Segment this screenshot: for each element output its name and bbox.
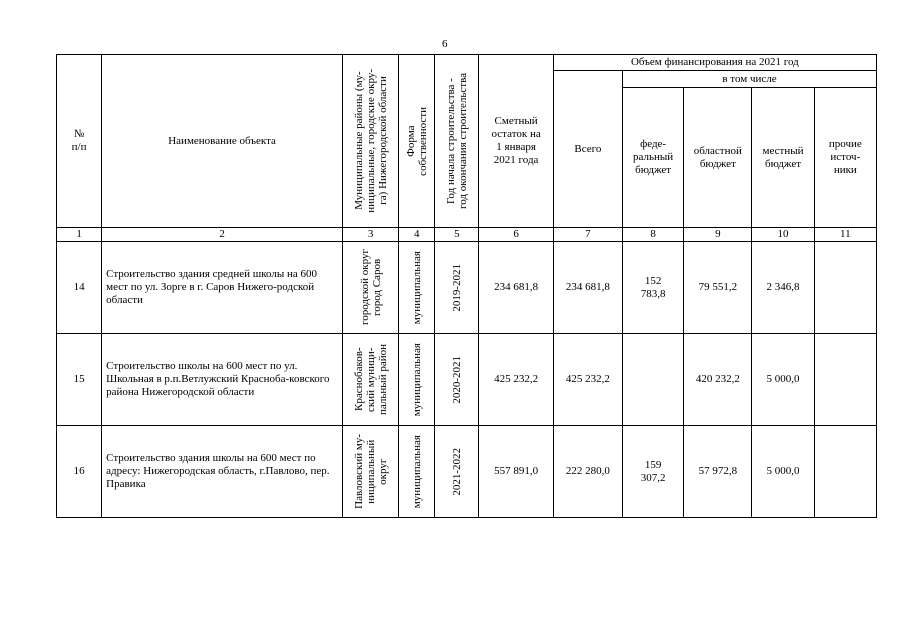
cell-local: 5 000,0 (752, 334, 814, 426)
column-number: 6 (479, 228, 553, 242)
cell-municipality-text: Павловский му- ниципальный округ (352, 434, 389, 509)
header-num: № п/п (57, 55, 102, 228)
cell-total: 425 232,2 (553, 334, 622, 426)
header-row-1 (57, 55, 877, 71)
cell-federal: 159 307,2 (622, 426, 683, 518)
cell-ownership (399, 334, 435, 426)
page-number: 6 (442, 38, 448, 50)
column-number: 1 (57, 228, 102, 242)
cell-ownership-text: муниципальная (410, 250, 423, 325)
header-ownership (399, 55, 435, 228)
cell-name: Строительство школы на 600 мест по ул. Школьная в р.п.Ветлужский Краснoба-ковского района Нижегородской области (102, 334, 343, 426)
cell-municipality (343, 334, 399, 426)
cell-other (814, 334, 876, 426)
cell-balance: 557 891,0 (479, 426, 553, 518)
header-municipality (343, 55, 399, 228)
cell-total: 234 681,8 (553, 242, 622, 334)
cell-years (435, 242, 479, 334)
header-municipality-text: Муниципальные районы (му- ниципальные, городские окру- га) Нижегородской области (352, 69, 389, 213)
column-number-row (57, 228, 877, 242)
cell-name: Строительство здания средней школы на 600 мест по ул. Зорге в г. Саров Нижего-родской области (102, 242, 343, 334)
cell-other (814, 242, 876, 334)
header-funding: Объем финансирования на 2021 год (553, 55, 876, 71)
column-number: 7 (553, 228, 622, 242)
cell-balance: 425 232,2 (479, 334, 553, 426)
cell-years-text: 2021-2022 (450, 447, 463, 496)
column-number: 3 (343, 228, 399, 242)
cell-federal (622, 334, 683, 426)
header-ownership-text: Форма собственности (404, 106, 429, 176)
column-number: 9 (684, 228, 752, 242)
cell-municipality-text: Краснобаков- ский муници- пальный район (352, 344, 389, 415)
header-including: в том числе (622, 71, 876, 88)
cell-num: 16 (57, 426, 102, 518)
cell-local: 2 346,8 (752, 242, 814, 334)
column-number: 8 (622, 228, 683, 242)
cell-regional: 79 551,2 (684, 242, 752, 334)
cell-years-text: 2019-2021 (450, 263, 463, 312)
header-name: Наименование объекта (102, 55, 343, 228)
cell-municipality-text: городской округ город Саров (358, 249, 383, 326)
header-regional: областной бюджет (684, 88, 752, 228)
column-number: 5 (435, 228, 479, 242)
financing-table (56, 54, 877, 518)
cell-other (814, 426, 876, 518)
cell-num: 15 (57, 334, 102, 426)
cell-years-text: 2020-2021 (450, 355, 463, 404)
table-row (57, 334, 877, 426)
cell-balance: 234 681,8 (479, 242, 553, 334)
header-federal: феде- ральный бюджет (622, 88, 683, 228)
header-other: прочие источ- ники (814, 88, 876, 228)
column-number: 4 (399, 228, 435, 242)
cell-municipality (343, 426, 399, 518)
column-number: 2 (102, 228, 343, 242)
cell-num: 14 (57, 242, 102, 334)
cell-total: 222 280,0 (553, 426, 622, 518)
cell-municipality (343, 242, 399, 334)
column-number: 10 (752, 228, 814, 242)
cell-name: Строительство здания школы на 600 мест по адресу: Нижегородская область, г.Павлово, пер. Правика (102, 426, 343, 518)
cell-years (435, 426, 479, 518)
cell-local: 5 000,0 (752, 426, 814, 518)
header-total: Всего (553, 71, 622, 228)
cell-ownership (399, 426, 435, 518)
cell-regional: 57 972,8 (684, 426, 752, 518)
cell-ownership (399, 242, 435, 334)
cell-ownership-text: муниципальная (410, 434, 423, 509)
header-local: местный бюджет (752, 88, 814, 228)
table-row (57, 426, 877, 518)
cell-federal: 152 783,8 (622, 242, 683, 334)
header-years-text: Год начала строительства - год окончания строительства (444, 73, 469, 209)
column-number: 11 (814, 228, 876, 242)
header-balance: Сметный остаток на 1 января 2021 года (479, 55, 553, 228)
cell-regional: 420 232,2 (684, 334, 752, 426)
header-years (435, 55, 479, 228)
cell-years (435, 334, 479, 426)
cell-ownership-text: муниципальная (410, 342, 423, 417)
table-row (57, 242, 877, 334)
